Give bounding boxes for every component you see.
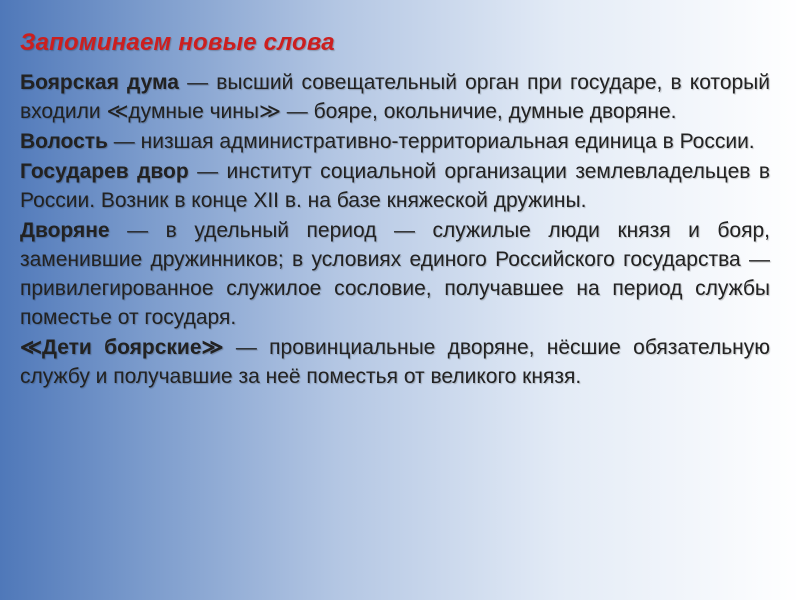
- glossary-definition: — провинциальные дворяне, нёсшие обязательную службу и получавшие за неё поместья от великого князя.: [20, 336, 771, 388]
- slide-content: [20, 28, 770, 392]
- glossary-list: [20, 68, 770, 391]
- glossary-term: Дворяне: [20, 219, 110, 242]
- glossary-entry-boyar-duma: [20, 68, 770, 126]
- glossary-definition: — низшая административно-территориальная единица в России.: [107, 130, 755, 153]
- glossary-term: Волость: [20, 130, 108, 153]
- glossary-entry-volost: [20, 127, 770, 156]
- glossary-definition: — в удельный период — служилые люди князя и бояр, заменившие дружинников; в условиях единого Российского государства — привилегированное служилое сословие, получавшее на период службы поместье от государя.: [20, 219, 770, 329]
- glossary-definition: — институт социальной организации землевладельцев в России. Возник в конце XII в. на базе княжеской дружины.: [20, 160, 770, 212]
- glossary-entry-deti-boyarskie: [20, 333, 770, 391]
- glossary-term: Боярская дума: [20, 71, 179, 94]
- glossary-definition: — высший совещательный орган при государе, в который входили ≪думные чины≫ — бояре, окольничие, думные дворяне.: [20, 71, 770, 123]
- glossary-term: Государев двор: [20, 160, 189, 183]
- slide-title: Запоминаем новые слова: [20, 29, 335, 56]
- glossary-entry-dvoryane: [20, 216, 770, 332]
- glossary-entry-gosudarev-dvor: [20, 157, 770, 215]
- glossary-term: ≪Дети боярские≫: [20, 336, 224, 359]
